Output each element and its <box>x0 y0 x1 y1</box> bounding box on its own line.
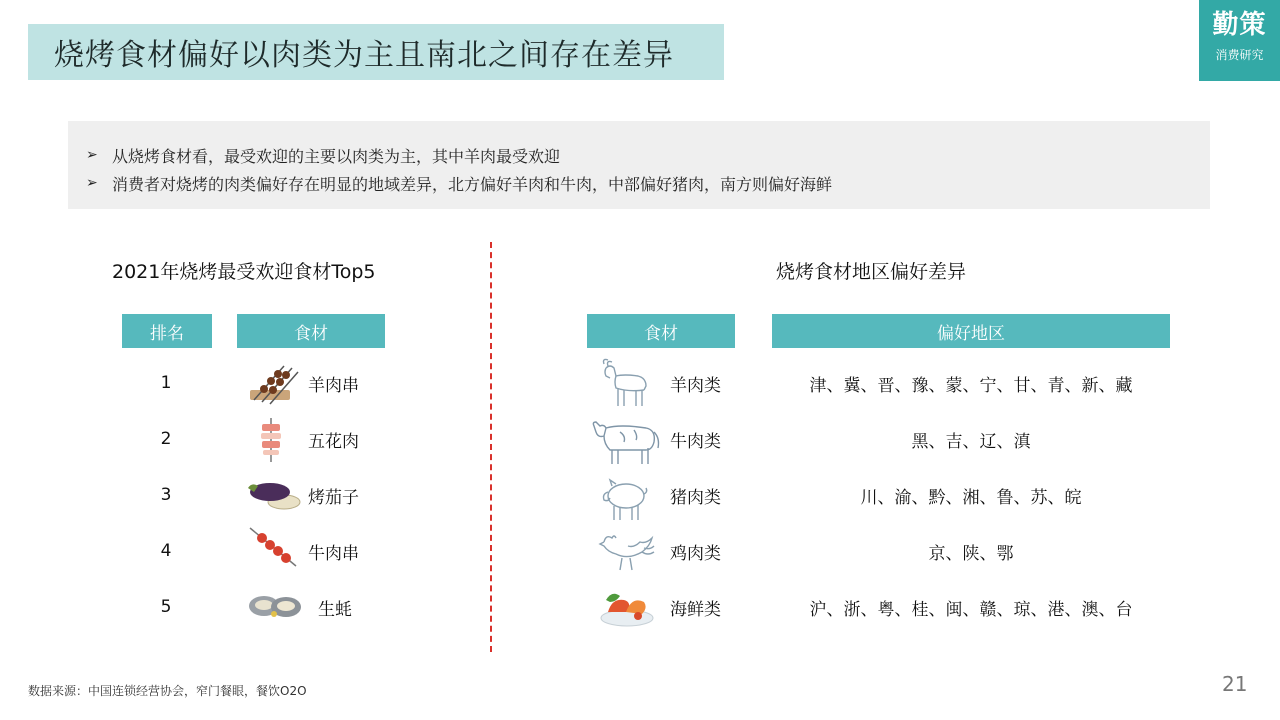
region-cell: 黑、吉、辽、滇 <box>911 431 1031 452</box>
item-name: 羊肉串 <box>308 375 359 396</box>
item-name: 鸡肉类 <box>670 543 721 564</box>
summary-text: 消费者对烧烤的肉类偏好存在明显的地域差异，北方偏好羊肉和牛肉，中部偏好猪肉，南方则偏好海鲜 <box>112 174 833 194</box>
item-name: 猪肉类 <box>670 487 721 508</box>
pig-icon <box>600 474 650 524</box>
item-name: 生蚝 <box>318 599 352 620</box>
summary-bullet <box>86 169 1210 197</box>
item-name: 海鲜类 <box>670 599 721 620</box>
oyster-icon <box>246 590 304 620</box>
rank-cell: 4 <box>160 541 172 561</box>
eggplant-icon <box>244 478 302 512</box>
item-name: 牛肉串 <box>308 543 359 564</box>
item-name: 五花肉 <box>308 431 359 452</box>
section-divider <box>490 242 492 652</box>
page-title-text: 烧烤食材偏好以肉类为主且南北之间存在差异 <box>54 38 674 73</box>
item-name: 牛肉类 <box>670 431 721 452</box>
arrow-bullet-icon: ➢ <box>86 147 98 163</box>
region-cell: 津、冀、晋、豫、蒙、宁、甘、青、新、藏 <box>809 375 1133 396</box>
beef-skewer-icon <box>248 524 298 570</box>
region-cell: 沪、浙、粤、桂、闽、赣、琼、港、澳、台 <box>809 599 1133 620</box>
rank-cell: 2 <box>160 429 172 449</box>
logo-subtitle: 消费研究 <box>1215 48 1264 62</box>
summary-text: 从烧烤食材看，最受欢迎的主要以肉类为主，其中羊肉最受欢迎 <box>112 146 561 166</box>
summary-bullet <box>86 141 1210 169</box>
data-source: 数据来源：中国连锁经营协会，窄门餐眼，餐饮O2O <box>28 684 307 698</box>
right-section-title: 烧烤食材地区偏好差异 <box>776 261 967 283</box>
rank-cell: 1 <box>160 373 172 393</box>
cow-icon <box>590 418 662 466</box>
rank-cell: 3 <box>160 485 172 505</box>
page-title <box>28 24 724 80</box>
region-cell: 川、渝、黔、湘、鲁、苏、皖 <box>860 487 1082 508</box>
item-name: 羊肉类 <box>670 375 721 396</box>
item-header: 食材 <box>587 314 735 348</box>
lamb-skewer-icon <box>246 360 300 406</box>
rooster-icon <box>598 530 656 572</box>
goat-icon <box>598 356 654 410</box>
seafood-icon <box>598 586 656 628</box>
rank-cell: 5 <box>160 597 172 617</box>
arrow-bullet-icon: ➢ <box>86 175 98 191</box>
item-name: 烤茄子 <box>308 487 359 508</box>
rank-header: 排名 <box>122 314 212 348</box>
region-cell: 京、陕、鄂 <box>928 543 1014 564</box>
region-header: 偏好地区 <box>772 314 1170 348</box>
logo-name: 勤策 <box>1212 10 1267 40</box>
page-number: 21 <box>1222 672 1248 696</box>
item-header: 食材 <box>237 314 385 348</box>
left-section-title: 2021年烧烤最受欢迎食材Top5 <box>112 261 376 283</box>
summary-box <box>68 121 1210 209</box>
brand-logo <box>1199 0 1280 81</box>
pork-belly-skewer-icon <box>254 416 288 464</box>
